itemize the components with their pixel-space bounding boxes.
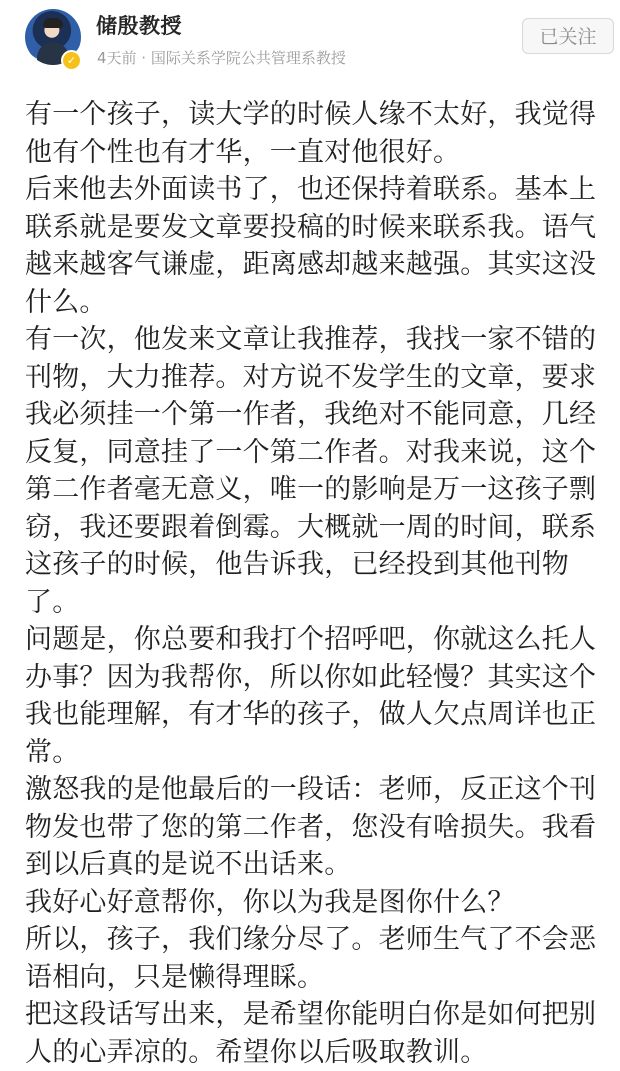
verified-badge-icon: ✓ bbox=[61, 50, 82, 71]
post-paragraph-7: 所以，孩子，我们缘分尽了。老师生气了不会恶语相向，只是懒得理睬。 bbox=[25, 924, 597, 993]
post-paragraph-3: 有一次，他发来文章让我推荐，我找一家不错的刊物，大力推荐。对方说不发学生的文章，要求我必须挂一个第一作者，我绝对不能同意，几经反复，同意挂了一个第二作者。对我来说，这个第二作者毫无意义，唯一的影响是万一这孩子剽窃，我还要跟着倒霉。大概就一周的时间，联系这孩子的时候，他告诉我，已经投到其他刊物了。 bbox=[25, 324, 597, 618]
post-paragraph-6: 我好心好意帮你，你以为我是图你什么？ bbox=[25, 886, 515, 918]
post-paragraph-5: 激怒我的是他最后的一段话：老师，反正这个刊物发也带了您的第二作者，您没有啥损失。我看到以后真的是说不出话来。 bbox=[25, 774, 597, 880]
post-paragraph-4: 问题是，你总要和我打个招呼吧，你就这么托人办事？因为我帮你，所以你如此轻慢？其实这个我也能理解，有才华的孩子，做人欠点周详也正常。 bbox=[25, 624, 597, 768]
follow-button[interactable]: 已关注 bbox=[522, 18, 614, 54]
author-name[interactable]: 储殷教授 bbox=[96, 14, 182, 38]
author-meta: 4天前 · 国际关系学院公共管理系教授 bbox=[97, 49, 346, 67]
post-paragraph-1: 有一个孩子，读大学的时候人缘不太好，我觉得他有个性也有才华，一直对他很好。 bbox=[25, 99, 597, 168]
post-content bbox=[25, 96, 605, 1071]
avatar-hair bbox=[43, 18, 63, 28]
post-paragraph-8: 把这段话写出来，是希望你能明白你是如何把别人的心弄凉的。希望你以后吸取教训。 bbox=[25, 999, 597, 1068]
post-header bbox=[0, 0, 620, 82]
post-paragraph-2: 后来他去外面读书了，也还保持着联系。基本上联系就是要发文章要投稿的时候来联系我。语气越来越客气谦虚，距离感却越来越强。其实这没什么。 bbox=[25, 174, 597, 318]
